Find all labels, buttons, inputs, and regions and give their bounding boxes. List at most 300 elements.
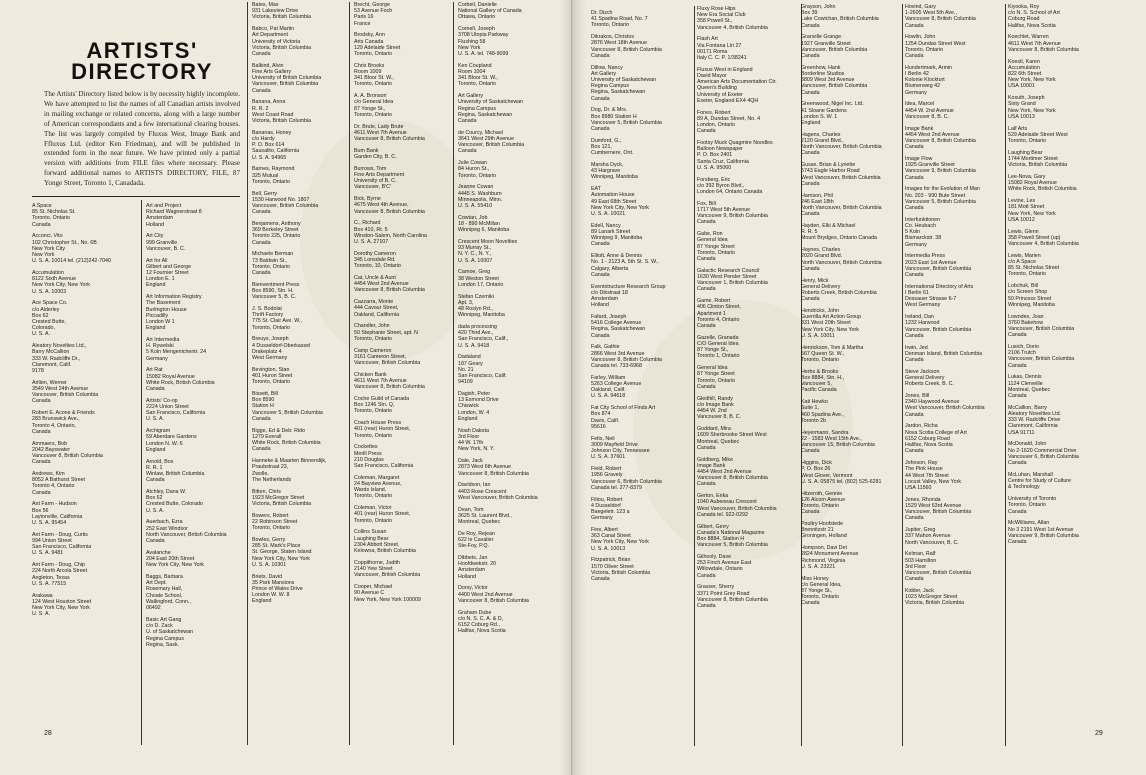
entry-name: Balkind, Alvin (252, 62, 284, 69)
entry-address-line: 567 Queen St. W., (801, 350, 845, 357)
directory-entry (252, 336, 346, 361)
entry-name: Arillen, Werner (32, 379, 67, 386)
entry-name: Ken Coupland (458, 62, 492, 69)
entry-name: Chandler, John (354, 323, 390, 330)
entry-address-line: Toronto, Ontario (1008, 502, 1046, 509)
directory-entry (252, 367, 346, 386)
entry-address-line: Fine Arts Gallery (252, 69, 292, 76)
directory-entry (591, 497, 691, 522)
entry-address-line: U. S. A. 77515 (32, 580, 67, 587)
entry-address-line: 4 Dusseldorf (591, 502, 621, 509)
entry-name: Burrows, Tom (354, 165, 387, 172)
entry-name: Arnold, Box (146, 458, 174, 465)
entry-address-line: Holland (458, 573, 476, 580)
entry-address-line: West Vancouver, British Columbia (801, 174, 881, 181)
entry-name: Haynes, Charles (801, 247, 841, 254)
entry-address-line: U. S. A. 27107 (354, 239, 389, 246)
entry-address-line: R. R. 1 (146, 464, 163, 471)
entry-name: Grayson, John (801, 4, 836, 10)
entry-name: Ireland, Dan (905, 314, 934, 321)
directory-column-3 (252, 2, 346, 740)
entry-address-line: Canada (697, 256, 716, 263)
entry-address-line: Victoria, British Columbia (252, 14, 312, 21)
entry-address-line: 4454 West 2nd Avenue (697, 468, 752, 475)
entry-name: Bick, Byrne (354, 196, 381, 203)
entry-address-line: 1630 West Pender Street (697, 274, 757, 281)
entry-address-line: Winlaw, British Columbia (146, 471, 205, 478)
entry-address-line: Vancouver, British Columbia (905, 326, 972, 333)
right-page (573, 0, 1146, 775)
entry-address-line: Toronto, Ontario (591, 22, 629, 29)
entry-name: Granville Grange (801, 34, 842, 41)
entry-name: Ant Farm - Doug, Chip (32, 562, 85, 569)
directory-entry (697, 231, 799, 262)
entry-address-line: U. S. A. 10301 (252, 561, 287, 568)
entry-address-line: Vancouver 8, British Columbia (458, 470, 529, 477)
entry-address-line: Locust Valley, New York (905, 478, 962, 485)
entry-address-line: National Gallery of Canada (458, 8, 522, 15)
entry-address-line: Centre for Study of Culture (1008, 478, 1072, 485)
entry-address-line: Vancouver 8, British Columbia (1008, 46, 1079, 53)
directory-entry (354, 299, 450, 318)
entry-address-line: England (252, 598, 272, 605)
entry-name: Hundertmark, Armin (905, 64, 953, 71)
entry-address-line: Canada tel. 277-8379 (591, 484, 642, 491)
directory-entry (354, 166, 450, 191)
entry-name: de Courcy, Michael (458, 129, 503, 136)
entry-name: Kiyooka, Roy (1008, 4, 1040, 10)
entry-address-line: General Idea (697, 237, 728, 244)
entry-name: McDonald, John (1008, 441, 1047, 448)
directory-entry (697, 584, 799, 609)
entry-name: De Roy, Rejean (458, 530, 495, 537)
directory-entry (801, 430, 900, 455)
entry-address-line: Canada (801, 150, 820, 157)
entry-address-line: Baegeletr. 123 a (591, 508, 630, 515)
entry-name: Goldberg, Mike (697, 456, 733, 463)
directory-entry (354, 2, 450, 27)
entry-address-line: Piccadilly (146, 312, 169, 319)
entry-address-line: 1956 Gravely (591, 472, 623, 479)
entry-name: Acconci, Vito (32, 233, 63, 240)
entry-address-line: Canada (1008, 393, 1027, 400)
entry-name: Heyermann, Sandra (801, 429, 849, 436)
entry-address-line: Toronto, Ontario (252, 525, 290, 532)
entry-address-line: 401 Huron Street (252, 373, 293, 380)
entry-address-line: Vancouver 8, British Columbia (905, 138, 976, 145)
entry-address-line: Canada (591, 126, 610, 133)
entry-address-line: 49 East 68th Street (591, 198, 637, 205)
directory-entry (591, 314, 691, 339)
entry-address-line: Toronto 4, Ontario (32, 483, 75, 490)
entry-address-line: Barry McCallion (32, 349, 70, 356)
entry-address-line: 3641 West 29th Avenue (458, 136, 515, 143)
entry-address-line: San Francisco, Calif., (458, 336, 509, 343)
entry-name: Idea, Marcel (905, 101, 935, 108)
page-number-left: 28 (44, 730, 52, 737)
directory-entry (354, 32, 450, 57)
entry-address-line: Canada's National Magazine (697, 529, 765, 536)
entry-address-line: 13 Esmond Drive (458, 397, 499, 404)
entry-address-line: Canada (697, 286, 716, 293)
entry-address-line: 124 West Houston Street (32, 598, 92, 605)
entry-name: Chris Brooks (354, 62, 385, 69)
entry-address-line: 4675 West 4th Avenue, (354, 202, 409, 209)
entry-address-line: U. S. A. 10013 (591, 545, 626, 552)
entry-address-line: Holland (591, 302, 609, 309)
entry-address-line: Drakeplatz 4 (252, 348, 282, 355)
entry-address-line: New York, New York (1008, 77, 1056, 84)
entry-address-line: Box 62 (32, 312, 49, 319)
entry-address-line: Canada (591, 575, 610, 582)
entry-address-line: Holland (146, 221, 164, 228)
entry-address-line: Toronto, Ontario (354, 493, 392, 500)
entry-name: Banana, Anna (252, 99, 286, 106)
entry-address-line: c/o Hardy (252, 136, 275, 143)
entry-address-line: Canada (905, 22, 924, 29)
entry-address-line: 2304 Abbott Street, (354, 541, 400, 548)
entry-address-line: Canada (905, 144, 924, 151)
entry-address-line: Lake Cowichan, British Columbia (801, 16, 879, 23)
entry-address-line: U. S. A. 37601 (591, 454, 626, 461)
entry-address-line: Accumulation (1008, 64, 1040, 71)
directory-entry (32, 380, 135, 405)
entry-address-line: Vancouver 4, British Columbia (1008, 241, 1079, 248)
entry-address-line: University of B. C. (354, 178, 397, 185)
entry-address-line: Canada (1008, 538, 1027, 545)
entry-name: Dumford, G., (591, 137, 622, 144)
entry-name: Cat, Uncle & Aunt (354, 275, 396, 282)
entry-address-line: Box 62 (146, 495, 163, 502)
entry-address-line: 50 Princess Street (1008, 295, 1052, 302)
entry-address-line: 1023 McGregor Street (905, 594, 958, 601)
entry-address-line: Victoria, British Columbia (252, 500, 312, 507)
entry-name: Jeanne Cowan (458, 184, 494, 191)
entry-address-line: c/o Dikstraat 18 (591, 289, 628, 296)
entry-name: Flash Art (697, 36, 718, 43)
directory-entry (146, 617, 244, 648)
intro-paragraph: The Artists' Directory listed below is by necessity highly incomplete. We have attempted to list the names of all Canadian artists involved in mailing exchange or related concerns, along with a large number of American correspondants and a few international clearing houses. The list was largely compiled by Fluxus West, Image Bank and Ffluxus Ltd. (editor Ken Friedman), and will be published in extended form in the near future. We have printed only a partial version with additions from FILE files where necessary. Please forward additional names to ARTISTS DIRECTORY, FILE, 87 Yonge Street, Toronto 1, Canadada. (44, 90, 240, 188)
directory-entry (801, 545, 900, 570)
entry-address-line: Box 410, Rt. 5 (354, 226, 388, 233)
entry-address-line: 345 Lonsdale Rd. (354, 257, 396, 264)
entry-address-line: 44 W. 17th (458, 440, 484, 447)
entry-address-line: 15082 Royal Avenue (146, 373, 195, 380)
directory-entry (697, 335, 799, 360)
entry-address-line: U. S. A. 95454 (32, 520, 67, 527)
entry-address-line: David Mayor (697, 73, 727, 80)
entry-address-line: Canada (32, 221, 51, 228)
entry-name: Barnes, Raymond (252, 166, 295, 173)
directory-entry (252, 513, 346, 532)
directory-entry (252, 130, 346, 161)
entry-address-line: Automation House (591, 192, 635, 199)
entry-name: Dibbets, Jan (458, 554, 488, 561)
directory-entry (146, 574, 244, 611)
directory-entry (697, 110, 799, 135)
entry-name: Cornell, Joseph (458, 26, 495, 33)
entry-address-line: Merill Press (354, 450, 382, 457)
entry-address-line: Vancouver, British Columbia (801, 46, 868, 53)
directory-entry (458, 239, 558, 264)
entry-address-line: c/o N. S. School of Art (1008, 10, 1060, 17)
entry-address-line: 210 Douglas (354, 456, 384, 463)
entry-address-line: 43 Hargrave (591, 168, 621, 175)
directory-entry (32, 501, 135, 526)
entry-address-line: The Netherlands (252, 476, 292, 483)
entry-name: C., Richard (354, 220, 381, 227)
entry-address-line: Vancouver 9, British Columbia (697, 213, 768, 220)
directory-entry (905, 369, 1003, 388)
entry-name: Fluxy Rose Hips (697, 6, 736, 12)
entry-name: Cowtan, Job (458, 214, 488, 221)
entry-address-line: USA 10013 (1008, 113, 1035, 120)
entry-address-line: Vancouver, British Columbia (458, 142, 525, 149)
entry-name: Benjamens, Anthony (252, 221, 301, 228)
directory-entry (1008, 229, 1118, 248)
entry-address-line: Richard Wagnerstraat 8 (146, 209, 202, 216)
entry-address-line: White Rock, British Columbia (146, 379, 215, 386)
entry-address-line: Canada (458, 118, 477, 125)
entry-address-line: Canada (697, 219, 716, 226)
entry-address-line: 1570 Oliver Street (591, 563, 634, 570)
column-divider (349, 2, 350, 745)
entry-address-line: Canada (905, 53, 924, 60)
entry-address-line: New York, N. Y. (458, 446, 495, 453)
directory-entry (354, 220, 450, 245)
entry-address-line: 1609 Sherbrooke Street West (697, 432, 767, 439)
entry-address-line: 325 Mutual (252, 172, 279, 179)
entry-address-line: U. S. A. 95060 (697, 164, 732, 171)
directory-entry (252, 458, 346, 483)
directory-entry (905, 186, 1003, 211)
left-page (0, 0, 572, 775)
entry-address-line: Davis, Calif. (591, 417, 620, 424)
entry-address-line: U. S. A. 05875 tel. (802) 525-6281 (801, 478, 882, 485)
entry-address-line: Vancouver 8, British Columbia (591, 46, 662, 53)
entry-address-line: Canada (252, 87, 271, 94)
entry-name: Cooper, Michael (354, 584, 393, 591)
entry-name: Art City (146, 233, 164, 240)
entry-address-line: Winnipeg 6, Manitoba (458, 227, 510, 234)
entry-name: Bates, Max (252, 2, 279, 8)
directory-entry (146, 233, 244, 252)
entry-name: Coach House Press (354, 420, 402, 427)
entry-address-line: Vancouver 8, British Columbia (32, 453, 103, 460)
entry-name: Footsy Muck Quagmire Noodles (697, 140, 773, 147)
entry-name: Dr. Dizch (591, 10, 613, 16)
entry-address-line: University of British Columbia (252, 75, 322, 82)
entry-address-line: Toronto, Ontario (354, 432, 392, 439)
directory-entry (354, 124, 450, 143)
entry-name: Bitten, Chris (252, 488, 281, 495)
entry-name: Laughing Bear (1008, 149, 1043, 156)
entry-address-line: Canada (146, 538, 165, 545)
entry-address-line: Box 874 (591, 411, 611, 418)
entry-address-line: Toronto, Ontario (1008, 138, 1046, 145)
entry-name: Steve Jackson (905, 368, 940, 375)
directory-entry (146, 294, 244, 331)
entry-address-line: 85 St. Nicholas Street (1008, 265, 1060, 272)
entry-name: Bigge, Ed & Deb: Rido (252, 427, 305, 434)
entry-address-line: Canada (32, 489, 51, 496)
entry-name: Irwin, Jed (905, 344, 928, 351)
entry-address-line: Canada (458, 148, 477, 155)
entry-address-line: Vancouver 5, British Columbia (591, 119, 662, 126)
entry-address-line: Roberts Creek, British Columbia (801, 290, 877, 297)
entry-address-line: 73 Baldwin St., (252, 257, 288, 264)
entry-address-line: London, Ontario (697, 122, 735, 129)
entry-address-line: Vancouver 8, British Columbia (905, 16, 976, 23)
entry-name: Farley, William (591, 374, 626, 381)
entry-name: A Space (32, 203, 52, 209)
entry-name: Levine, Les (1008, 198, 1036, 205)
directory-entry (1008, 95, 1118, 120)
entry-name: Robert E. Acone & Friends (32, 410, 95, 417)
entry-address-line: Canada (1008, 362, 1027, 369)
entry-name: Greenwood, Nigel Inc. Ltd. (801, 101, 864, 108)
entry-address-line: Cumbernere, Ont. (591, 150, 634, 157)
entry-name: Avalanche (146, 549, 171, 556)
directory-entry (591, 436, 691, 461)
entry-address-line: Canada (32, 428, 51, 435)
directory-entry (146, 258, 244, 289)
entry-name: Bienventment Press (252, 281, 300, 288)
entry-address-line: Germany (905, 89, 927, 96)
entry-address-line: U. S. A. 55410 (458, 203, 493, 210)
entry-address-line: P. O. Box 2401 (697, 152, 733, 159)
entry-address-line: Kolonie Klockturt (905, 77, 945, 84)
entry-name: A. A. Bronson (354, 93, 387, 100)
directory-entry (458, 585, 558, 604)
entry-name: Marsha Dyck, (591, 162, 624, 169)
entry-address-line: 3809 West 3rd Avenue (801, 77, 855, 84)
entry-name: Hendricks, John (801, 308, 839, 315)
entry-address-line: Vancouver, B'C' (354, 184, 391, 191)
entry-address-line: Halifax, Nova Scotia (905, 442, 953, 449)
directory-entry (146, 428, 244, 453)
directory-entry (1008, 198, 1118, 223)
entry-address-line: Canada (801, 509, 820, 516)
entry-address-line: U. S. A. 10021 (591, 211, 626, 218)
entry-address-line: Canada (801, 22, 820, 29)
entry-name: Harrison, Phil (801, 192, 833, 199)
entry-name: Cockettes (354, 444, 378, 451)
entry-address-line: Victoria, British Columbia (905, 600, 965, 607)
entry-name: Art Rat (146, 367, 163, 374)
entry-name: Lalf Arts (1008, 125, 1028, 132)
entry-address-line: 285 St. Mark's Place (252, 543, 301, 550)
entry-address-line: Toronto 4, Ontario, (32, 422, 76, 429)
entry-address-line: Calgary, Alberta (591, 265, 629, 272)
entry-name: Art Gallery (458, 93, 484, 100)
entry-name: Hanneke & Maarten Binnendijk, (252, 458, 327, 465)
entry-address-line: Arts Canada (354, 38, 384, 45)
entry-address-line: U. of Saskatchewan (146, 629, 194, 636)
column-divider (694, 6, 695, 746)
directory-entry (252, 166, 346, 185)
entry-name: Intermedia Press (905, 253, 946, 260)
entry-address-line: Angleton, Texas (32, 574, 70, 581)
entry-address-line: c/o 392 Byron Blvd., (697, 182, 745, 189)
directory-entry (32, 343, 135, 374)
directory-entry (905, 345, 1003, 364)
entry-address-line: Canada (905, 174, 924, 181)
entry-address-line: Box 8884, Station H (697, 535, 745, 542)
entry-name: Art for All (146, 257, 168, 264)
entry-address-line: Canada (697, 444, 716, 451)
entry-address-line: Box 8980 Station H (591, 113, 637, 120)
entry-address-line: Vancouver 5, (801, 381, 832, 388)
entry-address-line: 85 St. Nicholas St. (32, 209, 76, 216)
entry-name: Henry, Mick (801, 277, 829, 284)
entry-address-line: Gilbert and George (146, 263, 192, 270)
directory-entry (697, 140, 799, 171)
entry-address-line: U. S. A. (32, 331, 50, 338)
directory-entry (905, 4, 1003, 29)
entry-name: Atchley, Dana W. (146, 489, 187, 496)
directory-entry (354, 275, 450, 294)
entry-address-line: Canada (252, 51, 271, 58)
directory-entry (905, 393, 1003, 418)
entry-address-line: Vancouver 8, British Columbia (354, 208, 425, 215)
directory-entry (354, 372, 450, 391)
directory-entry (801, 247, 900, 272)
entry-address-line: Paris 16 (354, 14, 374, 21)
entry-address-line: 2876 West 18th Avenue (591, 40, 648, 47)
directory-entry (252, 282, 346, 301)
entry-address-line: London, W. 4 (458, 409, 490, 416)
entry-address-line: Canada (801, 296, 820, 303)
entry-address-line: Toronto, Ontario (252, 263, 290, 270)
entry-address-line: 3161 Cameron Street, (354, 353, 407, 360)
entry-address-line: 341 Bloor St. W., (354, 75, 394, 82)
entry-address-line: 2042 Bayswater (32, 446, 70, 453)
entry-address-line: University of Saskatchewan (591, 77, 657, 84)
entry-address-line: 187 Geary (458, 360, 483, 367)
entry-address-line: 1040 Aubeneau Crescent (697, 499, 757, 506)
directory-entry (458, 215, 558, 234)
entry-name: Lee-Nova, Gary (1008, 174, 1046, 181)
entry-address-line: U. S. A. 9481 (32, 550, 64, 557)
directory-entry (458, 507, 558, 526)
entry-address-line: Canada (591, 241, 610, 248)
directory-column-7 (697, 6, 799, 744)
entry-address-line: Mount Brydges, Ontario Canada (801, 235, 877, 242)
entry-address-line: Groningen, Holland (801, 533, 847, 540)
entry-name: Koestl, Karen (1008, 58, 1040, 65)
entry-address-line: 6152 Coburg Road (905, 435, 950, 442)
entry-name: Babco, Pat Martin (252, 26, 295, 33)
entry-address-line: 283 Brunswick Ave., (32, 416, 80, 423)
entry-address-line: West Glover, Vermont (801, 472, 853, 479)
entry-address-line: Canada (252, 209, 271, 216)
entry-address-line: Montreal, Quebec (1008, 386, 1051, 393)
entry-address-line: Toronto, Ontario (354, 51, 392, 58)
entry-address-line: 999 Granville (146, 239, 178, 246)
entry-address-line: Art Gallery (591, 70, 617, 77)
entry-name: Lukas, Dennis (1008, 374, 1042, 381)
directory-entry (252, 221, 346, 246)
entry-address-line: P. O. Box 614 (252, 142, 285, 149)
directory-entry (32, 532, 135, 557)
directory-entry (146, 367, 244, 392)
entry-address-line: Regina Campus (458, 105, 496, 112)
entry-address-line: 84 Huron St., (458, 166, 490, 173)
entry-name: Image Flow (905, 156, 933, 163)
entry-address-line: Crested Butte, (32, 319, 66, 326)
directory-entry (32, 300, 135, 337)
